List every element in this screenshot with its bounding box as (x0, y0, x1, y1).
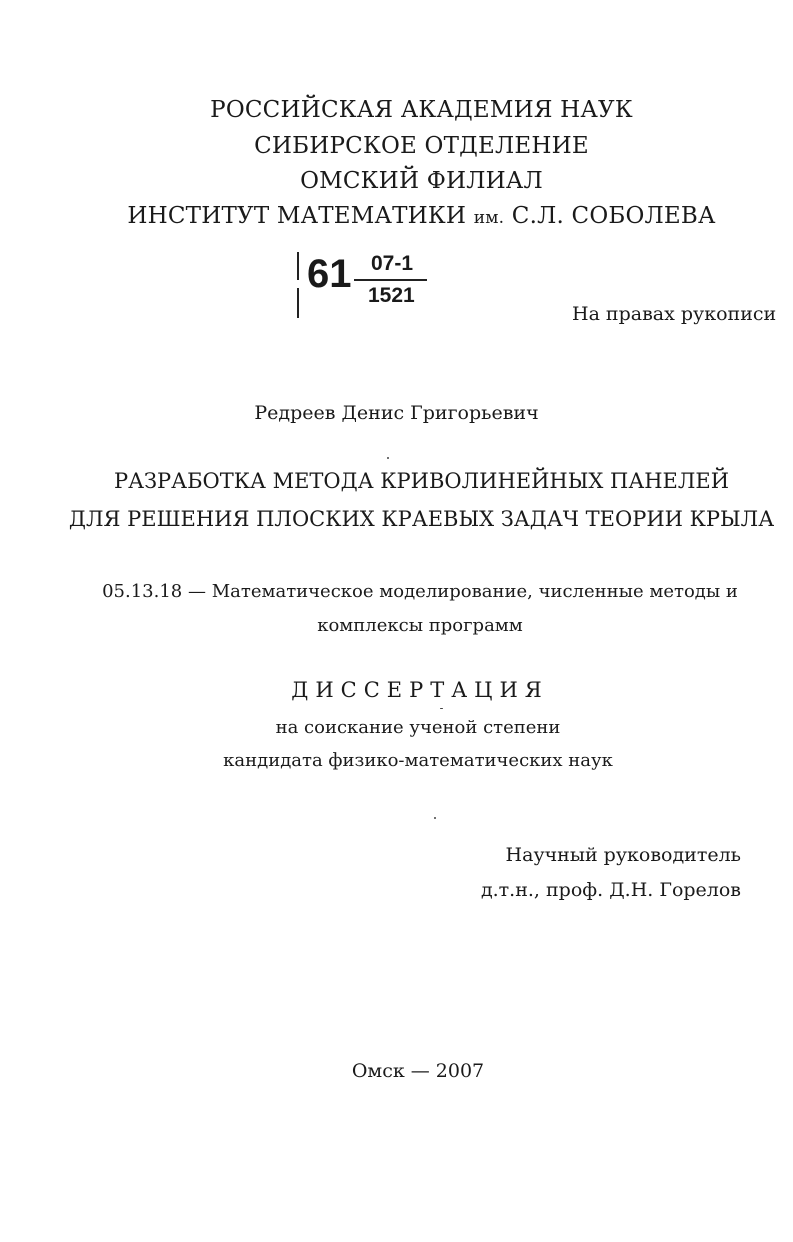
stamp-fraction-rule (354, 279, 427, 281)
author-name: Редреев Денис Григорьевич (254, 402, 539, 424)
library-stamp (297, 250, 447, 320)
stamp-number: 61 (307, 252, 352, 296)
org-line-institute (0, 203, 793, 229)
thesis-title-line-2: ДЛЯ РЕШЕНИЯ ПЛОСКИХ КРАЕВЫХ ЗАДАЧ ТЕОРИИ КРЫЛА (68, 507, 775, 531)
org-line-omsk: ОМСКИЙ ФИЛИАЛ (300, 168, 543, 194)
institute-name-part: ИНСТИТУТ МАТЕМАТИКИ (127, 203, 474, 229)
scan-speck (440, 708, 443, 709)
org-line-branch: СИБИРСКОЕ ОТДЕЛЕНИЕ (254, 133, 589, 159)
supervisor-name: д.т.н., проф. Д.Н. Горелов (480, 879, 741, 901)
thesis-title-line-1: РАЗРАБОТКА МЕТОДА КРИВОЛИНЕЙНЫХ ПАНЕЛЕЙ (113, 469, 730, 493)
dissertation-heading: ДИССЕРТАЦИЯ (291, 678, 549, 702)
stamp-numerator: 07-1 (371, 252, 414, 275)
stamp-bar-lower (297, 288, 299, 318)
org-line-academy: РОССИЙСКАЯ АКАДЕМИЯ НАУК (210, 97, 633, 123)
supervisor-label: Научный руководитель (505, 844, 741, 866)
rights-note: На правах рукописи (572, 303, 777, 325)
scan-speck (387, 457, 389, 459)
institute-im-abbrev: им. (473, 208, 505, 228)
degree-line-1: на соискание ученой степени (275, 717, 561, 738)
degree-line-2: кандидата физико-математических наук (223, 750, 613, 771)
stamp-bar-upper (297, 252, 299, 280)
scan-speck (434, 817, 436, 819)
institute-honoree: С.Л. СОБОЛЕВА (504, 203, 716, 229)
specialty-code: 05.13.18 — Математическое моделирование, численные методы и комплексы программ (102, 581, 738, 636)
city-year: Омск — 2007 (351, 1060, 485, 1082)
stamp-denominator: 1521 (368, 284, 415, 307)
